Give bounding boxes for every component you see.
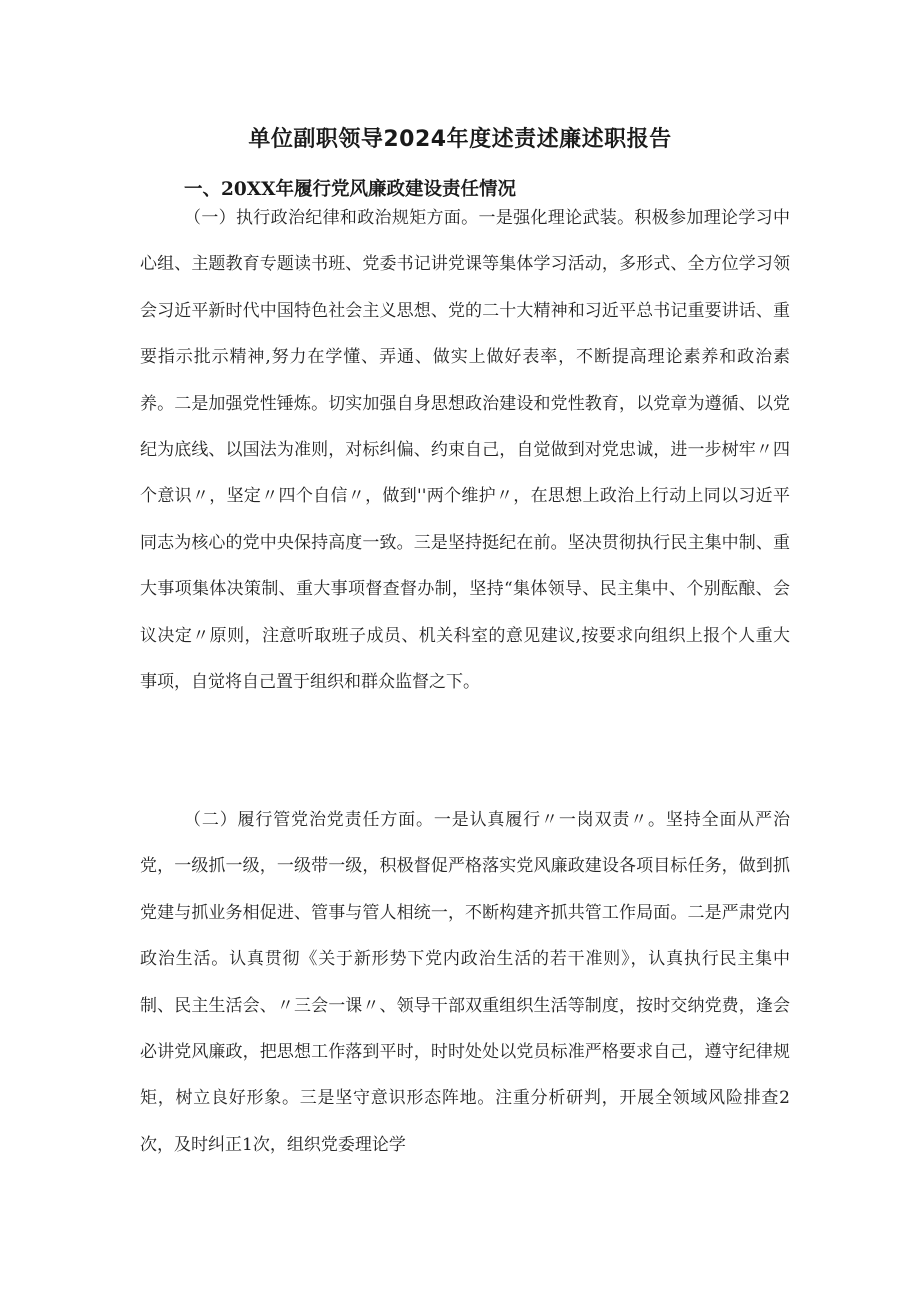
- document-title: 单位副职领导2024年度述责述廉述职报告: [248, 127, 672, 152]
- paragraph-political-discipline: （一）执行政治纪律和政治规矩方面。一是强化理论武装。积极参加理论学习中心组、主题教育专题读书班、党委书记讲党课等集体学习活动，多形式、全方位学习领会习近平新时代中国特色社会主义思想、党的二十大精神和习近平总书记重要讲话、重要指示批示精神,努力在学懂、弄通、做实上做好表率，不断提高理论素养和政治素养。二是加强党性锤炼。切实加强自身思想政治建设和党性教育，以党章为遵循、以党纪为底线、以国法为准则，对标纠偏、约束自己，自觉做到对党忠诚，进一步树牢〃四个意识〃，坚定〃四个自信〃，做到''两个维护〃，在思想上政治上行动上同以习近平同志为核心的党中央保持高度一致。三是坚持挺纪在前。坚决贯彻执行民主集中制、重大事项集体决策制、重大事项督查督办制，坚持“集体领导、民主集中、个别酝酿、会议决定〃原则，注意听取班子成员、机关科室的意见建议,按要求向组织上报个人重大事项，自觉将自己置于组织和群众监督之下。: [140, 208, 790, 693]
- paragraph-party-governance: （二）履行管党治党责任方面。一是认真履行〃一岗双责〃。坚持全面从严治党，一级抓一级，一级带一级，积极督促严格落实党风廉政建设各项目标任务，做到抓党建与抓业务相促进、管事与管人相统一，不断构建齐抓共管工作局面。二是严肃党内政治生活。认真贯彻《关于新形势下党内政治生活的若干准则》，认真执行民主集中制、民主生活会、〃三会一课〃、领导干部双重组织生活等制度，按时交纳党费，逢会必讲党风廉政，把思想工作落到平时，时时处处以党员标准严格要求自己，遵守纪律规矩，树立良好形象。三是坚守意识形态阵地。注重分析研判，开展全领域风险排查2次，及时纠正1次，组织党委理论学: [140, 810, 790, 1155]
- section-heading: 一、20XX年履行党风廉政建设责任情况: [184, 179, 516, 200]
